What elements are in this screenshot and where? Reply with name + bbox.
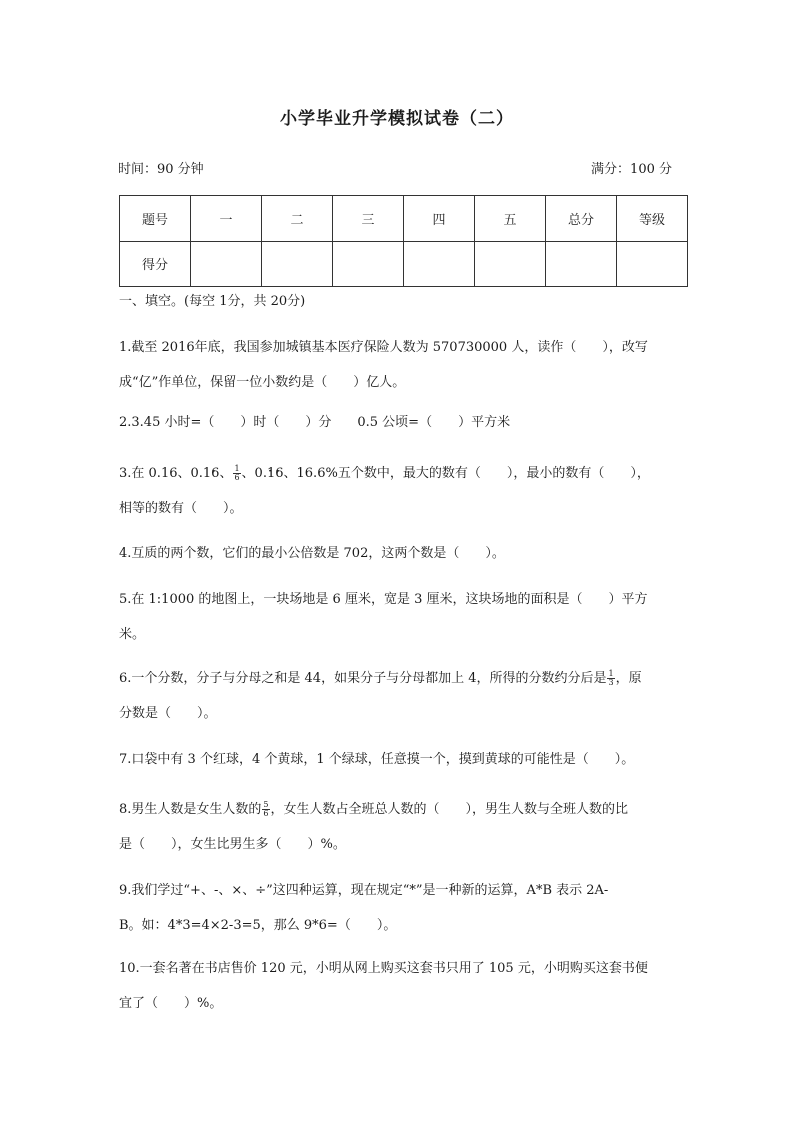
score-table-header-cell: 总分 (546, 196, 617, 242)
q8-text-b: ，女生人数占全班总人数的（ ），男生人数与全班人数的比 (270, 802, 629, 817)
section-1-title: 一、填空。(每空 1分，共 20分) (119, 294, 306, 309)
score-table-header-cell: 题号 (120, 196, 191, 242)
exam-time: 时间：90 分钟 (118, 162, 204, 177)
repeating-digit: 6 · (211, 466, 219, 481)
question-4: 4.互质的两个数，它们的最小公倍数是 702，这两个数是（ ）。 (119, 546, 505, 561)
score-table-header-cell: 等级 (617, 196, 688, 242)
exam-title: 小学毕业升学模拟试卷（二） (280, 109, 514, 129)
score-cell[interactable] (617, 241, 688, 287)
question-6 (119, 661, 679, 731)
question-9-line-2: B。如：4*3=4×2-3=5，那么 9*6=（ ）。 (119, 918, 397, 933)
q3-text-d: 、16.6%五个数中，最大的数有（ ），最小的数有（ ）， (283, 466, 650, 481)
score-cell[interactable] (333, 241, 404, 287)
fraction-numerator: 1 (234, 464, 240, 473)
score-table-header-cell: 一 (191, 196, 262, 242)
fraction-numerator: 5 (263, 800, 269, 809)
question-7: 7.口袋中有 3 个红球，4 个黄球，1 个绿球，任意摸一个，摸到黄球的可能性是（ ）。 (119, 752, 635, 767)
question-1 (119, 330, 679, 400)
q6-text-b: ，原 (615, 671, 642, 686)
q3-text-b: 、 (219, 466, 233, 481)
question-3 (119, 456, 679, 526)
score-cell[interactable] (475, 241, 546, 287)
question-10-line-1: 10.一套名著在书店售价 120 元，小明从网上购买这套书只用了 105 元，小明购买这套书便 (119, 961, 648, 976)
exam-full-score: 满分：100 分 (591, 162, 672, 177)
score-table-header-cell: 三 (333, 196, 404, 242)
fraction-numerator: 1 (608, 669, 614, 678)
question-5-line-1: 5.在 1:1000 的地图上，一块场地是 6 厘米，宽是 3 厘米，这块场地的面积是（ ）平方 (119, 592, 648, 607)
q3-text-c: 、0. (241, 466, 267, 481)
score-table-header-row (120, 196, 688, 242)
question-9 (119, 873, 679, 943)
repeating-digit: 6 · (275, 466, 283, 481)
question-8-line-1 (119, 792, 679, 827)
score-cell[interactable] (262, 241, 333, 287)
question-5 (119, 582, 679, 652)
fraction-denominator: 6 (263, 809, 269, 818)
score-table-header-cell: 五 (475, 196, 546, 242)
q8-text-a: 8.男生人数是女生人数的 (119, 802, 262, 817)
question-2: 2.3.45 小时=（ ）时（ ）分 0.5 公顷=（ ）平方米 (119, 415, 511, 430)
question-10-line-2: 宜了（ ）%。 (119, 996, 223, 1011)
fraction (607, 670, 614, 687)
question-6-line-2: 分数是（ ）。 (119, 706, 217, 721)
repeating-digit: 1 · (267, 466, 275, 481)
question-8-line-2: 是（ ），女生比男生多（ ）%。 (119, 837, 346, 852)
fraction (262, 801, 269, 818)
question-10 (119, 951, 679, 1021)
fraction (233, 465, 240, 482)
question-3-line-1 (119, 456, 679, 491)
question-1-line-1: 1.截至 2016年底，我国参加城镇基本医疗保险人数为 570730000 人，读作（ ），改写 (119, 340, 648, 355)
score-cell[interactable] (191, 241, 262, 287)
fraction-denominator: 3 (608, 678, 614, 687)
score-cell[interactable] (546, 241, 617, 287)
score-table (119, 195, 688, 287)
q3-text-a: 3.在 0.16、0.1 (119, 466, 212, 481)
score-row-label: 得分 (120, 241, 191, 287)
fraction-denominator: 6 (234, 473, 240, 482)
question-3-line-2: 相等的数有（ ）。 (119, 501, 243, 516)
question-1-line-2: 成“亿”作单位，保留一位小数约是（ ）亿人。 (119, 375, 406, 390)
question-8 (119, 792, 679, 862)
score-table-score-row (120, 241, 688, 287)
score-table-header-cell: 二 (262, 196, 333, 242)
question-5-line-2: 米。 (119, 627, 146, 642)
question-6-line-1 (119, 661, 679, 696)
q6-text-a: 6.一个分数，分子与分母之和是 44，如果分子与分母都加上 4，所得的分数约分后是 (119, 671, 607, 686)
score-table-header-cell: 四 (404, 196, 475, 242)
score-cell[interactable] (404, 241, 475, 287)
question-9-line-1: 9.我们学过“+、-、×、÷”这四种运算，现在规定“*”是一种新的运算，A*B 表示 2A- (119, 883, 609, 898)
